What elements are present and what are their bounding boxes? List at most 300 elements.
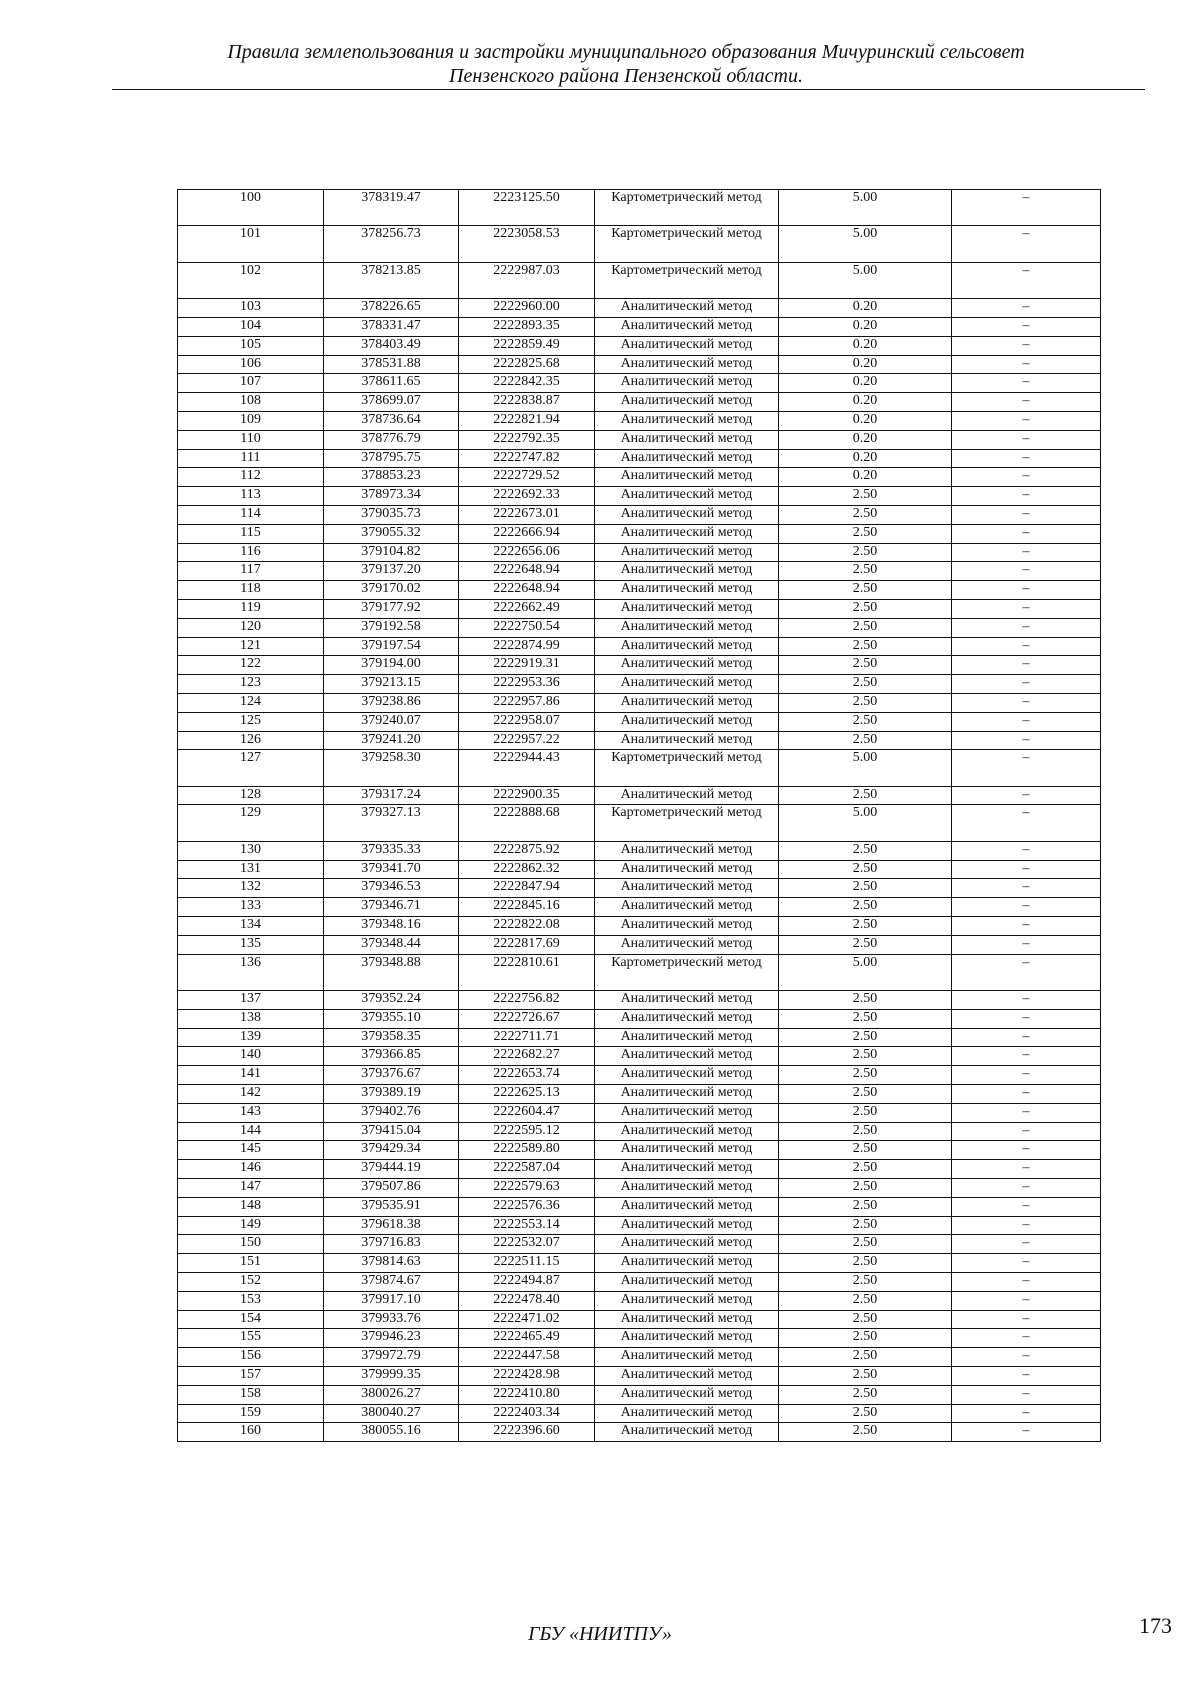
table-row [178,935,1101,954]
note-cell: – [952,1366,1101,1385]
accuracy-cell: 2.50 [779,1235,952,1254]
point-number-cell: 105 [178,336,324,355]
table-row [178,675,1101,694]
x-coordinate-cell: 379352.24 [324,991,459,1010]
note-cell: – [952,935,1101,954]
note-cell: – [952,1423,1101,1442]
y-coordinate-cell: 2222656.06 [459,543,595,562]
table-row [178,712,1101,731]
table-row [178,449,1101,468]
table-row [178,374,1101,393]
method-cell: Аналитический метод [595,524,779,543]
point-number-cell: 121 [178,637,324,656]
note-cell: – [952,1160,1101,1179]
accuracy-cell: 0.20 [779,468,952,487]
y-coordinate-cell: 2222792.35 [459,430,595,449]
y-coordinate-cell: 2222587.04 [459,1160,595,1179]
x-coordinate-cell: 379972.79 [324,1348,459,1367]
table-row [178,1122,1101,1141]
table-row [178,860,1101,879]
note-cell: – [952,262,1101,298]
note-cell: – [952,1047,1101,1066]
point-number-cell: 160 [178,1423,324,1442]
table-row [178,1216,1101,1235]
x-coordinate-cell: 379258.30 [324,750,459,786]
x-coordinate-cell: 379241.20 [324,731,459,750]
note-cell: – [952,581,1101,600]
method-cell: Аналитический метод [595,693,779,712]
accuracy-cell: 2.50 [779,1366,952,1385]
table-row [178,468,1101,487]
accuracy-cell: 2.50 [779,712,952,731]
accuracy-cell: 2.50 [779,1310,952,1329]
method-cell: Картометрический метод [595,262,779,298]
accuracy-cell: 2.50 [779,1348,952,1367]
y-coordinate-cell: 2222604.47 [459,1103,595,1122]
point-number-cell: 113 [178,487,324,506]
table-row [178,917,1101,936]
note-cell: – [952,805,1101,841]
point-number-cell: 159 [178,1404,324,1423]
method-cell: Аналитический метод [595,991,779,1010]
accuracy-cell: 2.50 [779,860,952,879]
method-cell: Аналитический метод [595,543,779,562]
note-cell: – [952,1254,1101,1273]
note-cell: – [952,562,1101,581]
y-coordinate-cell: 2222817.69 [459,935,595,954]
method-cell: Аналитический метод [595,317,779,336]
x-coordinate-cell: 379137.20 [324,562,459,581]
x-coordinate-cell: 378776.79 [324,430,459,449]
method-cell: Аналитический метод [595,1141,779,1160]
x-coordinate-cell: 378226.65 [324,299,459,318]
note-cell: – [952,1009,1101,1028]
table-row [178,599,1101,618]
method-cell: Аналитический метод [595,1273,779,1292]
y-coordinate-cell: 2222957.22 [459,731,595,750]
note-cell: – [952,505,1101,524]
table-row [178,1254,1101,1273]
method-cell: Аналитический метод [595,786,779,805]
accuracy-cell: 2.50 [779,898,952,917]
method-cell: Аналитический метод [595,393,779,412]
note-cell: – [952,1085,1101,1104]
method-cell: Аналитический метод [595,468,779,487]
table-row [178,1141,1101,1160]
x-coordinate-cell: 379389.19 [324,1085,459,1104]
point-number-cell: 157 [178,1366,324,1385]
method-cell: Аналитический метод [595,898,779,917]
x-coordinate-cell: 379177.92 [324,599,459,618]
accuracy-cell: 2.50 [779,786,952,805]
x-coordinate-cell: 378973.34 [324,487,459,506]
note-cell: – [952,411,1101,430]
accuracy-cell: 2.50 [779,1404,952,1423]
note-cell: – [952,991,1101,1010]
table-row [178,317,1101,336]
y-coordinate-cell: 2222625.13 [459,1085,595,1104]
point-number-cell: 142 [178,1085,324,1104]
method-cell: Аналитический метод [595,1216,779,1235]
note-cell: – [952,393,1101,412]
x-coordinate-cell: 379348.16 [324,917,459,936]
note-cell: – [952,712,1101,731]
note-cell: – [952,917,1101,936]
x-coordinate-cell: 380040.27 [324,1404,459,1423]
y-coordinate-cell: 2222729.52 [459,468,595,487]
table-row [178,841,1101,860]
accuracy-cell: 2.50 [779,543,952,562]
accuracy-cell: 2.50 [779,1028,952,1047]
accuracy-cell: 2.50 [779,935,952,954]
y-coordinate-cell: 2222447.58 [459,1348,595,1367]
x-coordinate-cell: 379240.07 [324,712,459,731]
point-number-cell: 126 [178,731,324,750]
table-row [178,1160,1101,1179]
y-coordinate-cell: 2223125.50 [459,190,595,226]
x-coordinate-cell: 379402.76 [324,1103,459,1122]
page-header [112,40,1140,88]
note-cell: – [952,954,1101,990]
note-cell: – [952,374,1101,393]
x-coordinate-cell: 378853.23 [324,468,459,487]
x-coordinate-cell: 379197.54 [324,637,459,656]
accuracy-cell: 2.50 [779,1197,952,1216]
y-coordinate-cell: 2222471.02 [459,1310,595,1329]
x-coordinate-cell: 379366.85 [324,1047,459,1066]
point-number-cell: 120 [178,618,324,637]
y-coordinate-cell: 2222756.82 [459,991,595,1010]
point-number-cell: 112 [178,468,324,487]
accuracy-cell: 2.50 [779,487,952,506]
method-cell: Аналитический метод [595,336,779,355]
table-row [178,355,1101,374]
y-coordinate-cell: 2222648.94 [459,581,595,600]
y-coordinate-cell: 2222478.40 [459,1291,595,1310]
method-cell: Аналитический метод [595,1310,779,1329]
note-cell: – [952,1329,1101,1348]
y-coordinate-cell: 2222825.68 [459,355,595,374]
x-coordinate-cell: 379348.88 [324,954,459,990]
x-coordinate-cell: 379192.58 [324,618,459,637]
note-cell: – [952,1291,1101,1310]
y-coordinate-cell: 2222396.60 [459,1423,595,1442]
point-number-cell: 133 [178,898,324,917]
y-coordinate-cell: 2222874.99 [459,637,595,656]
header-divider [112,89,1145,90]
x-coordinate-cell: 379213.15 [324,675,459,694]
x-coordinate-cell: 379429.34 [324,1141,459,1160]
accuracy-cell: 5.00 [779,805,952,841]
point-number-cell: 141 [178,1066,324,1085]
method-cell: Аналитический метод [595,1404,779,1423]
note-cell: – [952,1310,1101,1329]
point-number-cell: 115 [178,524,324,543]
y-coordinate-cell: 2222648.94 [459,562,595,581]
x-coordinate-cell: 379376.67 [324,1066,459,1085]
note-cell: – [952,841,1101,860]
y-coordinate-cell: 2222838.87 [459,393,595,412]
accuracy-cell: 2.50 [779,1423,952,1442]
note-cell: – [952,1385,1101,1404]
method-cell: Аналитический метод [595,618,779,637]
point-number-cell: 103 [178,299,324,318]
y-coordinate-cell: 2222494.87 [459,1273,595,1292]
point-number-cell: 114 [178,505,324,524]
method-cell: Аналитический метод [595,731,779,750]
x-coordinate-cell: 379415.04 [324,1122,459,1141]
x-coordinate-cell: 379814.63 [324,1254,459,1273]
note-cell: – [952,1197,1101,1216]
method-cell: Аналитический метод [595,581,779,600]
table-row [178,898,1101,917]
page-number: 173 [1139,1613,1172,1638]
method-cell: Аналитический метод [595,430,779,449]
method-cell: Аналитический метод [595,355,779,374]
point-number-cell: 140 [178,1047,324,1066]
point-number-cell: 102 [178,262,324,298]
point-number-cell: 147 [178,1179,324,1198]
table-row [178,805,1101,841]
note-cell: – [952,1103,1101,1122]
point-number-cell: 150 [178,1235,324,1254]
method-cell: Аналитический метод [595,487,779,506]
table-row [178,1235,1101,1254]
table-row [178,430,1101,449]
accuracy-cell: 2.50 [779,1216,952,1235]
accuracy-cell: 2.50 [779,1122,952,1141]
accuracy-cell: 2.50 [779,524,952,543]
table-row [178,693,1101,712]
y-coordinate-cell: 2222403.34 [459,1404,595,1423]
x-coordinate-cell: 378699.07 [324,393,459,412]
method-cell: Аналитический метод [595,562,779,581]
accuracy-cell: 2.50 [779,1160,952,1179]
x-coordinate-cell: 379946.23 [324,1329,459,1348]
point-number-cell: 158 [178,1385,324,1404]
method-cell: Картометрический метод [595,190,779,226]
x-coordinate-cell: 379355.10 [324,1009,459,1028]
table-row [178,226,1101,262]
accuracy-cell: 0.20 [779,393,952,412]
x-coordinate-cell: 379335.33 [324,841,459,860]
method-cell: Аналитический метод [595,1254,779,1273]
note-cell: – [952,355,1101,374]
table-row [178,336,1101,355]
method-cell: Аналитический метод [595,449,779,468]
point-number-cell: 143 [178,1103,324,1122]
point-number-cell: 104 [178,317,324,336]
note-cell: – [952,618,1101,637]
table-row [178,1329,1101,1348]
point-number-cell: 122 [178,656,324,675]
table-row [178,1103,1101,1122]
accuracy-cell: 0.20 [779,374,952,393]
y-coordinate-cell: 2222900.35 [459,786,595,805]
table-row [178,543,1101,562]
y-coordinate-cell: 2222410.80 [459,1385,595,1404]
note-cell: – [952,1216,1101,1235]
method-cell: Картометрический метод [595,226,779,262]
note-cell: – [952,656,1101,675]
y-coordinate-cell: 2222662.49 [459,599,595,618]
x-coordinate-cell: 379716.83 [324,1235,459,1254]
note-cell: – [952,1273,1101,1292]
point-number-cell: 111 [178,449,324,468]
note-cell: – [952,675,1101,694]
y-coordinate-cell: 2222944.43 [459,750,595,786]
accuracy-cell: 2.50 [779,1066,952,1085]
note-cell: – [952,693,1101,712]
table-row [178,487,1101,506]
table-row [178,731,1101,750]
method-cell: Аналитический метод [595,299,779,318]
point-number-cell: 132 [178,879,324,898]
y-coordinate-cell: 2222726.67 [459,1009,595,1028]
x-coordinate-cell: 379358.35 [324,1028,459,1047]
y-coordinate-cell: 2222653.74 [459,1066,595,1085]
note-cell: – [952,190,1101,226]
table-row [178,618,1101,637]
accuracy-cell: 2.50 [779,581,952,600]
accuracy-cell: 2.50 [779,1141,952,1160]
method-cell: Аналитический метод [595,917,779,936]
y-coordinate-cell: 2222511.15 [459,1254,595,1273]
y-coordinate-cell: 2222957.86 [459,693,595,712]
point-number-cell: 144 [178,1122,324,1141]
y-coordinate-cell: 2222810.61 [459,954,595,990]
method-cell: Аналитический метод [595,879,779,898]
note-cell: – [952,786,1101,805]
accuracy-cell: 5.00 [779,190,952,226]
x-coordinate-cell: 379346.71 [324,898,459,917]
accuracy-cell: 2.50 [779,656,952,675]
table-row [178,1028,1101,1047]
table-row [178,1066,1101,1085]
y-coordinate-cell: 2222682.27 [459,1047,595,1066]
x-coordinate-cell: 379104.82 [324,543,459,562]
accuracy-cell: 0.20 [779,411,952,430]
note-cell: – [952,226,1101,262]
point-number-cell: 125 [178,712,324,731]
point-number-cell: 146 [178,1160,324,1179]
method-cell: Аналитический метод [595,1197,779,1216]
x-coordinate-cell: 378736.64 [324,411,459,430]
point-number-cell: 118 [178,581,324,600]
x-coordinate-cell: 379933.76 [324,1310,459,1329]
note-cell: – [952,599,1101,618]
x-coordinate-cell: 379917.10 [324,1291,459,1310]
method-cell: Аналитический метод [595,374,779,393]
note-cell: – [952,879,1101,898]
y-coordinate-cell: 2222958.07 [459,712,595,731]
table-row [178,1009,1101,1028]
x-coordinate-cell: 378213.85 [324,262,459,298]
method-cell: Аналитический метод [595,1291,779,1310]
table-row [178,1179,1101,1198]
accuracy-cell: 2.50 [779,1047,952,1066]
point-number-cell: 119 [178,599,324,618]
method-cell: Аналитический метод [595,675,779,694]
note-cell: – [952,336,1101,355]
method-cell: Аналитический метод [595,1047,779,1066]
x-coordinate-cell: 379341.70 [324,860,459,879]
point-number-cell: 131 [178,860,324,879]
accuracy-cell: 2.50 [779,618,952,637]
table-row [178,1348,1101,1367]
table-row [178,562,1101,581]
x-coordinate-cell: 378256.73 [324,226,459,262]
accuracy-cell: 2.50 [779,599,952,618]
point-number-cell: 145 [178,1141,324,1160]
note-cell: – [952,430,1101,449]
table-row [178,505,1101,524]
x-coordinate-cell: 379535.91 [324,1197,459,1216]
note-cell: – [952,1066,1101,1085]
accuracy-cell: 2.50 [779,693,952,712]
accuracy-cell: 2.50 [779,675,952,694]
coordinates-table [177,189,1101,1442]
method-cell: Аналитический метод [595,599,779,618]
method-cell: Аналитический метод [595,1066,779,1085]
point-number-cell: 156 [178,1348,324,1367]
y-coordinate-cell: 2222859.49 [459,336,595,355]
x-coordinate-cell: 379317.24 [324,786,459,805]
method-cell: Аналитический метод [595,1385,779,1404]
method-cell: Аналитический метод [595,1179,779,1198]
table-row [178,262,1101,298]
y-coordinate-cell: 2222821.94 [459,411,595,430]
x-coordinate-cell: 379874.67 [324,1273,459,1292]
y-coordinate-cell: 2222465.49 [459,1329,595,1348]
point-number-cell: 127 [178,750,324,786]
x-coordinate-cell: 378795.75 [324,449,459,468]
accuracy-cell: 2.50 [779,1103,952,1122]
note-cell: – [952,524,1101,543]
y-coordinate-cell: 2222673.01 [459,505,595,524]
note-cell: – [952,1028,1101,1047]
y-coordinate-cell: 2222875.92 [459,841,595,860]
method-cell: Картометрический метод [595,805,779,841]
x-coordinate-cell: 380026.27 [324,1385,459,1404]
accuracy-cell: 2.50 [779,1329,952,1348]
x-coordinate-cell: 379055.32 [324,524,459,543]
accuracy-cell: 5.00 [779,750,952,786]
accuracy-cell: 0.20 [779,449,952,468]
header-line-1: Правила землепользования и застройки муниципального образования Мичуринский сельсовет [227,41,1025,63]
accuracy-cell: 5.00 [779,262,952,298]
x-coordinate-cell: 379444.19 [324,1160,459,1179]
point-number-cell: 124 [178,693,324,712]
note-cell: – [952,317,1101,336]
y-coordinate-cell: 2222862.32 [459,860,595,879]
y-coordinate-cell: 2222888.68 [459,805,595,841]
point-number-cell: 151 [178,1254,324,1273]
method-cell: Аналитический метод [595,712,779,731]
point-number-cell: 149 [178,1216,324,1235]
y-coordinate-cell: 2222579.63 [459,1179,595,1198]
method-cell: Картометрический метод [595,750,779,786]
point-number-cell: 148 [178,1197,324,1216]
header-line-2: Пензенского района Пензенской области. [449,65,803,87]
x-coordinate-cell: 378319.47 [324,190,459,226]
x-coordinate-cell: 379346.53 [324,879,459,898]
y-coordinate-cell: 2222711.71 [459,1028,595,1047]
point-number-cell: 137 [178,991,324,1010]
note-cell: – [952,1235,1101,1254]
table-row [178,637,1101,656]
y-coordinate-cell: 2222553.14 [459,1216,595,1235]
